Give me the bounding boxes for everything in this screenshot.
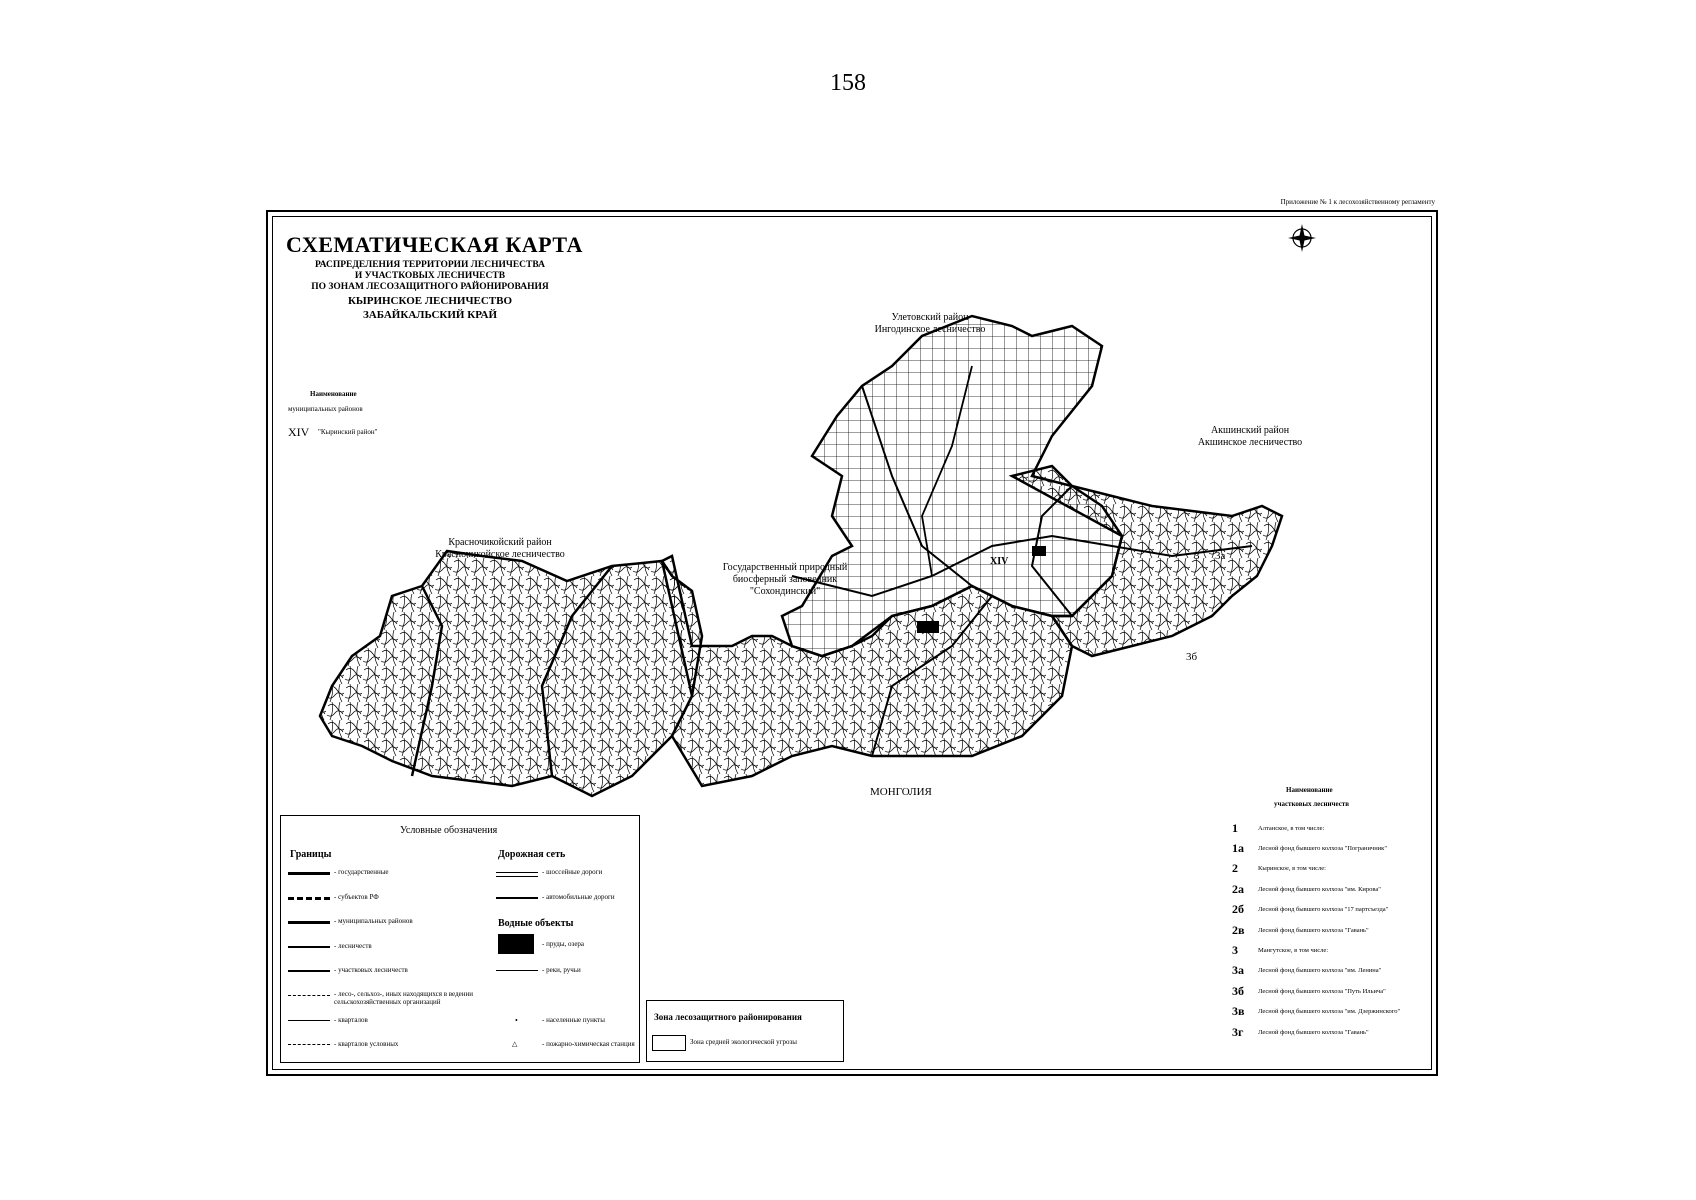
legend-borders-header: Границы (290, 849, 332, 860)
region-name: ЗАБАЙКАЛЬСКИЙ КРАЙ (362, 309, 498, 321)
legend-water-header: Водные объекты (498, 918, 574, 929)
districts-header-2: участковых лесничеств (1274, 800, 1350, 808)
neighbor-west-line2: Красночикойское лесничество (435, 549, 565, 560)
neighbor-north-line1: Улетовский район (891, 312, 969, 323)
lake-mark (917, 621, 939, 633)
legend-border-6: - лесо-, сельхоз-, иных находящихся в ведении сельскохозяйственных организаций (334, 990, 473, 1006)
legend-border-2: - субъектов РФ (334, 893, 379, 901)
page-number: 158 (830, 70, 866, 96)
legend-water-2: - реки, ручьи (542, 966, 581, 974)
municipal-name: "Кыринский район" (318, 428, 378, 436)
district-code: 3 (1232, 943, 1238, 958)
municipal-header-1: Наименование (310, 390, 357, 398)
legend-other-1: - населенные пункты (542, 1016, 605, 1024)
map-subtitle-line-3: ПО ЗОНАМ ЛЕСОЗАЩИТНОГО РАЙОНИРОВАНИЯ (311, 282, 549, 292)
map-label-3: 3 (1194, 550, 1200, 562)
legend-border-8: - кварталов условных (334, 1040, 399, 1048)
district-item (1232, 1022, 1432, 1042)
neighbor-east-line2: Акшинское лесничество (1197, 437, 1303, 448)
settlement-dot-icon: • (515, 1016, 518, 1025)
legend-line-state (288, 872, 330, 875)
legend-border-5: - участковых лесничеств (334, 966, 408, 974)
district-item (1232, 981, 1432, 1001)
legend-line-river (496, 970, 538, 971)
legend-roads-header: Дорожная сеть (498, 849, 566, 860)
map-subtitle-line-2: И УЧАСТКОВЫХ ЛЕСНИЧЕСТВ (354, 271, 506, 281)
legend-line-subject (288, 897, 330, 900)
district-name: Алтанское, в том числе: (1258, 824, 1325, 832)
neighbor-reserve (700, 562, 870, 598)
district-code: 3г (1232, 1024, 1244, 1039)
municipal-header-2: муниципальных районов (288, 405, 363, 413)
settlement-mark (1032, 546, 1046, 556)
compass-rose-icon (1288, 224, 1316, 252)
map-label-3a: 3а (1215, 550, 1226, 562)
district-item (1232, 838, 1432, 858)
neighbor-west (410, 537, 590, 561)
zone-swatch (652, 1035, 686, 1051)
district-name: Лесной фонд бывшего колхоза "Путь Ильича" (1258, 987, 1386, 995)
legend-road-2: - автомобильные дороги (542, 893, 615, 901)
legend-water-1: - пруды, озера (542, 940, 585, 948)
districts-header-1: Наименование (1286, 786, 1333, 794)
legend-line-forestry (288, 946, 330, 948)
district-code: 3б (1232, 983, 1244, 998)
legend-box (280, 815, 640, 1063)
legend-line-quarter-cond (288, 1044, 330, 1045)
district-item (1232, 920, 1432, 940)
district-item (1232, 1002, 1432, 1022)
legend-road-1: - шоссейные дороги (542, 868, 603, 876)
district-code: 2б (1232, 902, 1244, 917)
district-code: 3в (1232, 1004, 1245, 1019)
district-item (1232, 818, 1432, 838)
district-name: Кыринское, в том числе: (1258, 865, 1326, 873)
neighbor-east-line1: Акшинский район (1210, 425, 1290, 436)
neighbor-east (1170, 425, 1330, 449)
district-name: Лесной фонд бывшего колхоза "им. Кирова" (1258, 885, 1381, 893)
map-label-xiv: XIV (990, 556, 1009, 567)
district-name: Лесной фонд бывшего колхоза "Гавань" (1258, 926, 1369, 934)
appendix-label: Приложение № 1 к лесохозяйственному регламенту (1280, 198, 1435, 206)
district-code: 1 (1232, 820, 1238, 835)
neighbor-north-line2: Ингодинское лесничество (874, 324, 986, 335)
legend-title: Условные обозначения (400, 825, 498, 836)
zone-box (646, 1000, 844, 1062)
neighbor-reserve-line3: "Сохондинский" (749, 586, 821, 597)
legend-border-3: - муниципальных районов (334, 917, 413, 925)
municipal-code: XIV (288, 425, 310, 439)
legend-border-4: - лесничеств (334, 942, 372, 950)
neighbor-west-line1: Красночикойский район (448, 537, 552, 548)
legend-line-quarter (288, 1020, 330, 1021)
legend-line-road (496, 897, 538, 899)
district-name: Мангутское, в том числе: (1258, 947, 1329, 955)
district-name: Лесной фонд бывшего колхоза "Гавань" (1258, 1028, 1369, 1036)
district-code: 2а (1232, 881, 1244, 896)
forestry-name: КЫРИНСКОЕ ЛЕСНИЧЕСТВО (347, 295, 513, 307)
district-name: Лесной фонд бывшего колхоза "17 партсъезда" (1258, 906, 1389, 914)
zone-box-title: Зона лесозащитного районирования (654, 1012, 802, 1022)
map-label-3b: 3б (1186, 651, 1198, 663)
legend-line-highway (496, 872, 538, 877)
district-name: Лесной фонд бывшего колхоза "им. Дзержинского" (1258, 1008, 1401, 1016)
map-title: СХЕМАТИЧЕСКАЯ КАРТА (286, 232, 583, 257)
district-code: 1а (1232, 841, 1244, 856)
district-item (1232, 859, 1432, 879)
neighbor-south: МОНГОЛИЯ (870, 786, 932, 798)
legend-line-municipal (288, 921, 330, 924)
map-subtitle-line-1: РАСПРЕДЕЛЕНИЯ ТЕРРИТОРИИ ЛЕСНИЧЕСТВА (315, 260, 545, 270)
district-item (1232, 879, 1432, 899)
neighbor-north (840, 312, 1020, 336)
legend-lake-swatch (498, 934, 534, 954)
district-code: 3а (1232, 963, 1244, 978)
neighbor-reserve-line2: биосферный заповедник (732, 574, 838, 585)
district-item (1232, 900, 1432, 920)
zone-box-item: Зона средней экологической угрозы (690, 1038, 797, 1046)
district-code: 2 (1232, 861, 1238, 876)
district-item (1232, 940, 1432, 960)
neighbor-reserve-line1: Государственный природный (722, 562, 848, 573)
legend-line-other (288, 995, 330, 996)
legend-border-7: - кварталов (334, 1016, 368, 1024)
district-code: 2в (1232, 922, 1245, 937)
districts-list (1232, 818, 1432, 1042)
legend-border-1: - государственные (334, 868, 389, 876)
legend-other-2: - пожарно-химическая станция (542, 1040, 635, 1048)
legend-line-district (288, 970, 330, 972)
fire-station-icon: △ (512, 1040, 518, 1048)
district-name: Лесной фонд бывшего колхоза "Пограничник" (1258, 845, 1387, 853)
district-item (1232, 961, 1432, 981)
district-name: Лесной фонд бывшего колхоза "им. Ленина" (1258, 967, 1382, 975)
forestry-territory-west (320, 551, 702, 796)
